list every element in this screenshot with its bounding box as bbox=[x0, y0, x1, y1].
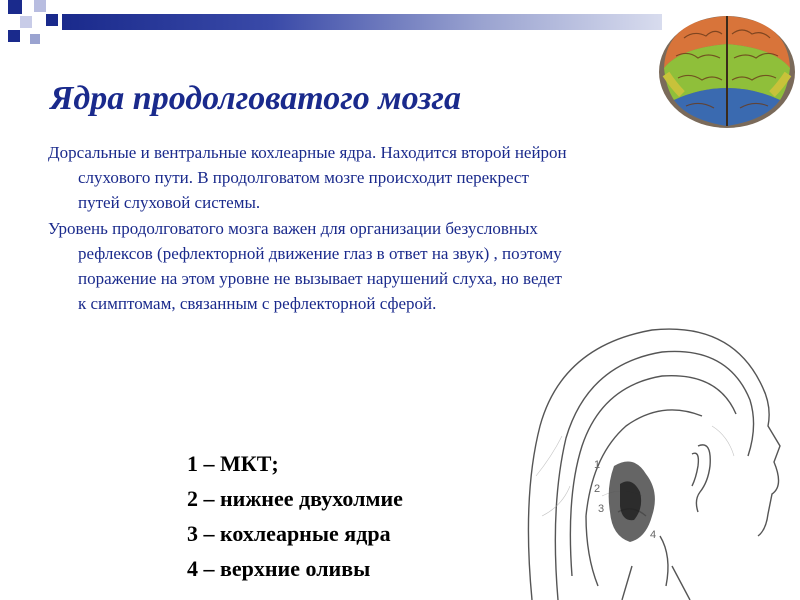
paragraph-1: Дорсальные и вентральные кохлеарные ядра. Находится второй нейрон слухового пути. В продолговатом мозге происходит перекрест путей слуховой системы. bbox=[48, 143, 567, 212]
legend-item-2: 2 – нижнее двухолмие bbox=[187, 486, 403, 511]
figure-label-2: 2 bbox=[594, 483, 601, 495]
legend-item-4: 4 – верхние оливы bbox=[187, 556, 371, 581]
brain-illustration bbox=[654, 8, 800, 130]
paragraph-2: Уровень продолговатого мозга важен для организации безусловных рефлексов (рефлекторной движение глаз в ответ на звук) , поэтому поражение на этом уровне не вызывает нарушений слуха, но ведет к симптомам, связанным с рефлекторной сферой. bbox=[48, 219, 562, 313]
body-text bbox=[48, 140, 568, 317]
header-accent-bar bbox=[62, 14, 662, 30]
slide-title: Ядра продолговатого мозга bbox=[50, 80, 461, 117]
head-section-drawing bbox=[522, 316, 796, 600]
legend-item-3: 3 – кохлеарные ядра bbox=[187, 521, 391, 546]
legend-item-1: 1 – МКТ; bbox=[187, 451, 279, 476]
decorative-squares bbox=[0, 0, 70, 50]
figure-label-4: 4 bbox=[650, 529, 657, 541]
figure-label-1: 1 bbox=[594, 459, 601, 471]
legend bbox=[187, 446, 403, 586]
figure-label-3: 3 bbox=[598, 503, 605, 515]
